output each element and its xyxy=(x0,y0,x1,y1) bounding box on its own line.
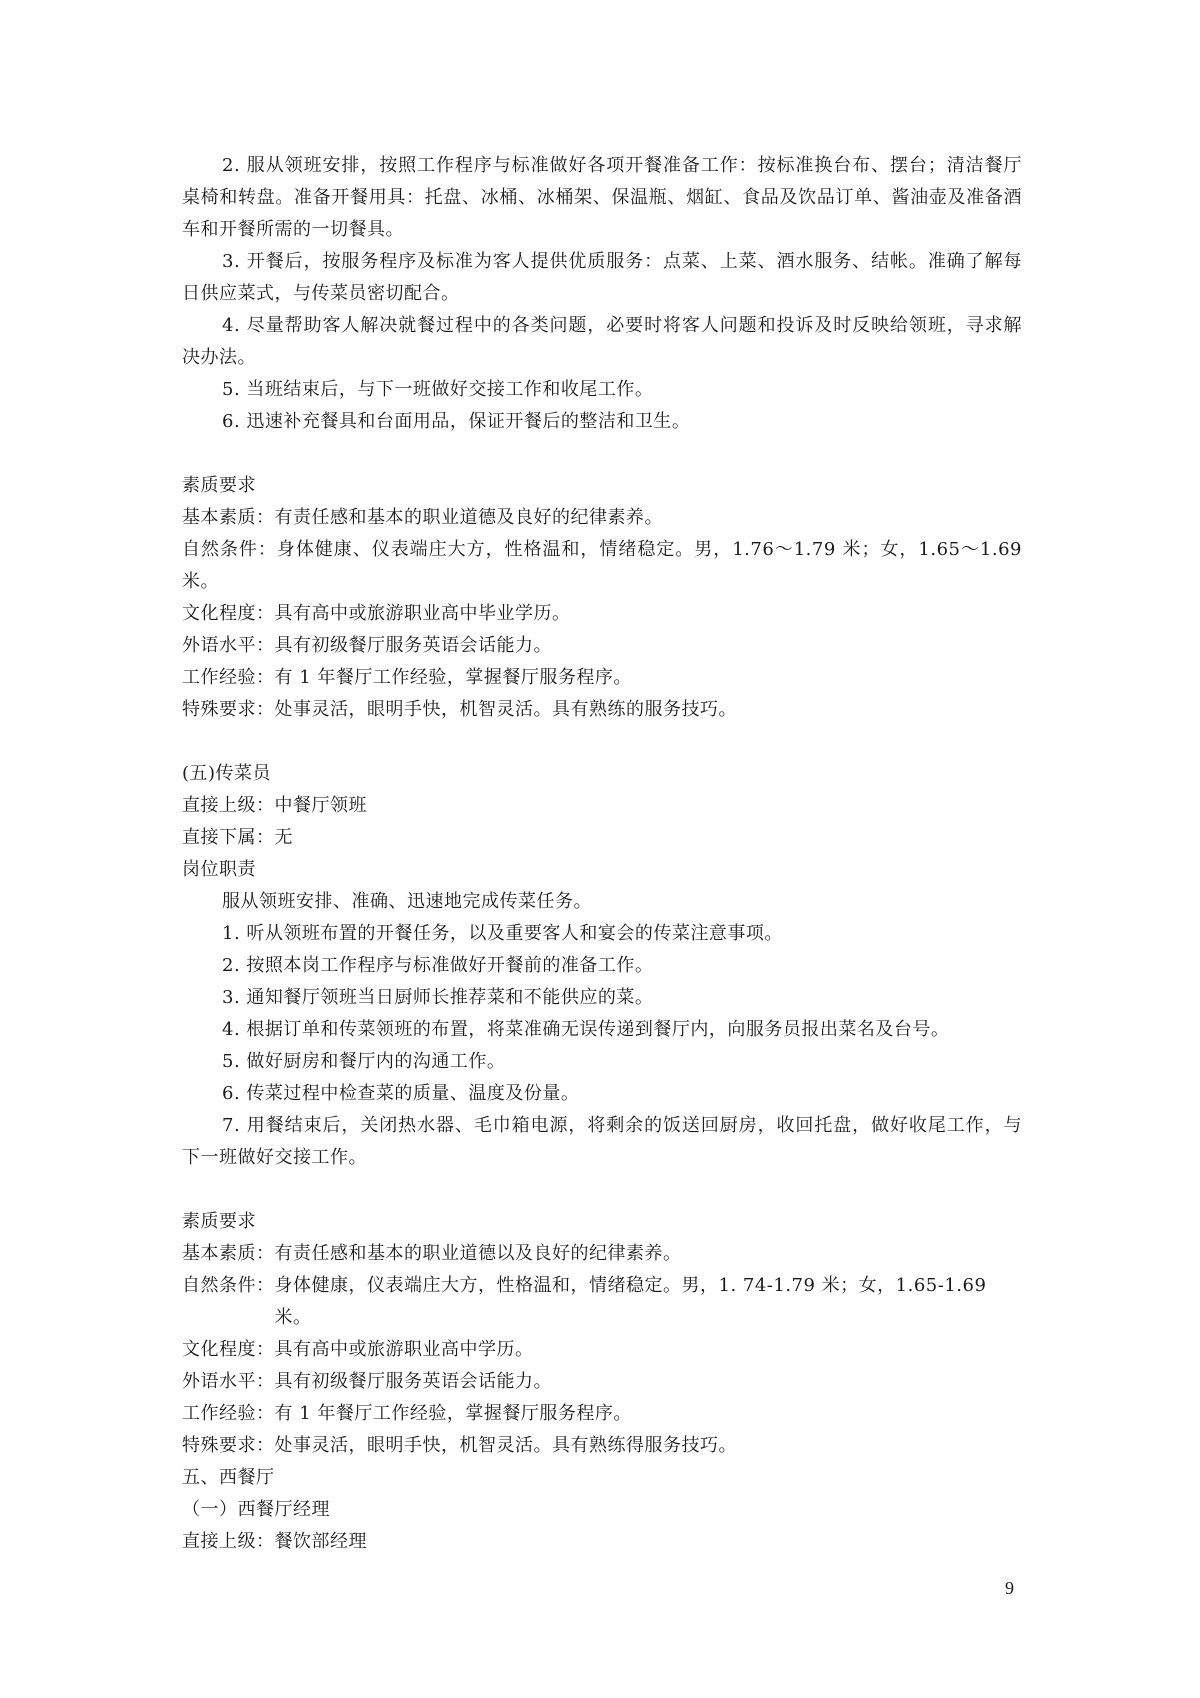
qualification-experience: 工作经验：有 1 年餐厅工作经验，掌握餐厅服务程序。 xyxy=(182,667,632,688)
runner-duty-3: 3. 通知餐厅领班当日厨师长推荐菜和不能供应的菜。 xyxy=(222,987,654,1008)
waiter-duty-4: 4. 尽量帮助客人解决就餐过程中的各类问题，必要时将客人问题和投诉及时反映给领班，寻求解决办法。 xyxy=(182,315,1022,368)
qualification-natural-value: 身体健康，仪表端庄大方，性格温和，情绪稳定。男，1. 74-1.79 米；女，1.65-1.69 米。 xyxy=(274,1275,987,1328)
qualification-natural: 自然条件：身体健康、仪表端庄大方，性格温和，情绪稳定。男，1.76～1.79 米；女，1.65～1.69 米。 xyxy=(182,539,1022,592)
runner-duty-4: 4. 根据订单和传菜领班的布置，将菜准确无误传递到餐厅内，向服务员报出菜名及台号。 xyxy=(222,1019,950,1040)
western-superior: 直接上级：餐饮部经理 xyxy=(182,1531,367,1552)
page-number: 9 xyxy=(1005,1578,1014,1598)
runner-duty-5: 5. 做好厨房和餐厅内的沟通工作。 xyxy=(222,1051,506,1072)
waiter-duty-2: 2. 服从领班安排，按照工作程序与标准做好各项开餐准备工作：按标准换台布、摆台；清洁餐厅桌椅和转盘。准备开餐用具：托盘、冰桶、冰桶架、保温瓶、烟缸、食品及饮品订单、酱油壶及准备酒车和开餐所需的一切餐具。 xyxy=(182,155,1022,240)
spacer xyxy=(182,726,1022,758)
qualification-heading: 素质要求 xyxy=(182,1211,256,1232)
runner-duty-2: 2. 按照本岗工作程序与标准做好开餐前的准备工作。 xyxy=(222,955,654,976)
qualification-basic: 基本素质：有责任感和基本的职业道德以及良好的纪律素养。 xyxy=(182,1243,682,1264)
qualification-natural-label: 自然条件： xyxy=(182,1275,275,1296)
runner-superior: 直接上级：中餐厅领班 xyxy=(182,795,367,816)
runner-duties-heading: 岗位职责 xyxy=(182,859,256,880)
waiter-duty-5: 5. 当班结束后，与下一班做好交接工作和收尾工作。 xyxy=(222,379,654,400)
qualification-education: 文化程度：具有高中或旅游职业高中毕业学历。 xyxy=(182,603,571,624)
qualification-special: 特殊要求：处事灵活，眼明手快，机智灵活。具有熟练得服务技巧。 xyxy=(182,1435,737,1456)
runner-title: (五)传菜员 xyxy=(182,763,272,784)
qualification-language: 外语水平：具有初级餐厅服务英语会话能力。 xyxy=(182,635,552,656)
spacer xyxy=(182,438,1022,470)
waiter-duty-3: 3. 开餐后，按服务程序及标准为客人提供优质服务：点菜、上菜、酒水服务、结帐。准确了解每日供应菜式，与传菜员密切配合。 xyxy=(182,251,1022,304)
page-content xyxy=(182,150,1022,1558)
runner-summary: 服从领班安排、准确、迅速地完成传菜任务。 xyxy=(222,891,592,912)
spacer xyxy=(182,1174,1022,1206)
qualification-basic: 基本素质：有责任感和基本的职业道德及良好的纪律素养。 xyxy=(182,507,663,528)
qualification-experience: 工作经验：有 1 年餐厅工作经验，掌握餐厅服务程序。 xyxy=(182,1403,632,1424)
qualification-natural xyxy=(182,1270,1022,1334)
subsection-heading: （一）西餐厅经理 xyxy=(182,1499,330,1520)
qualification-special: 特殊要求：处事灵活，眼明手快，机智灵活。具有熟练的服务技巧。 xyxy=(182,699,737,720)
qualification-education: 文化程度：具有高中或旅游职业高中学历。 xyxy=(182,1339,534,1360)
runner-subordinate: 直接下属：无 xyxy=(182,827,293,848)
section-heading: 五、西餐厅 xyxy=(182,1467,275,1488)
qualification-language: 外语水平：具有初级餐厅服务英语会话能力。 xyxy=(182,1371,552,1392)
runner-duty-7: 7. 用餐结束后，关闭热水器、毛巾箱电源，将剩余的饭送回厨房，收回托盘，做好收尾工作，与下一班做好交接工作。 xyxy=(182,1115,1022,1168)
waiter-duty-6: 6. 迅速补充餐具和台面用品，保证开餐后的整洁和卫生。 xyxy=(222,411,691,432)
runner-duty-6: 6. 传菜过程中检查菜的质量、温度及份量。 xyxy=(222,1083,580,1104)
runner-duty-1: 1. 听从领班布置的开餐任务，以及重要客人和宴会的传菜注意事项。 xyxy=(222,923,783,944)
qualification-heading: 素质要求 xyxy=(182,475,256,496)
